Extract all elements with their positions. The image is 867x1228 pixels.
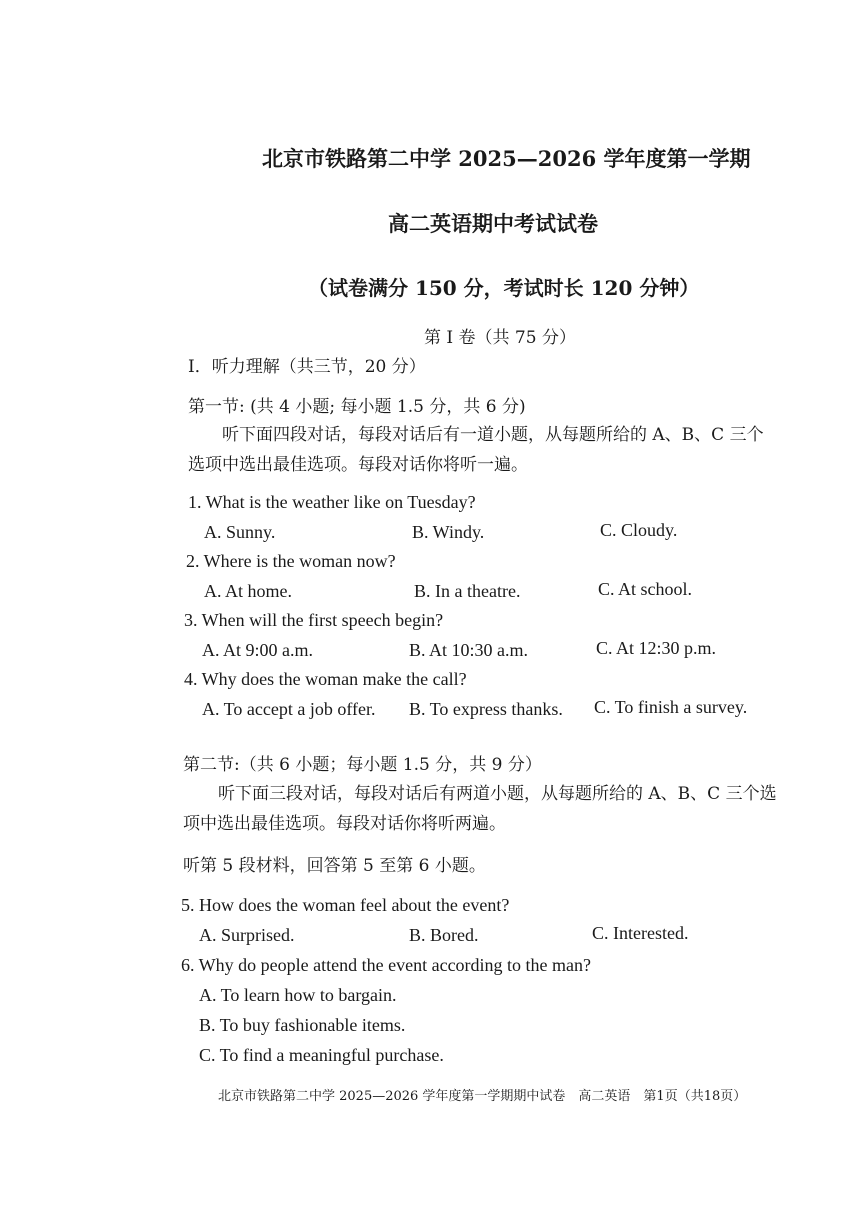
section2-instruction: 听下面三段对话，每段对话后有两道小题，从每题所给的 A、B、C 三个选 xyxy=(218,784,777,804)
exam-subject-title: 高二英语期中考试试卷 xyxy=(388,211,598,236)
question-stem: 6. Why do people attend the event according to the man? xyxy=(181,955,592,975)
option-c: C. At school. xyxy=(598,579,693,599)
option-c: C. To finish a survey. xyxy=(594,697,748,717)
option-a: A. At 9:00 a.m. xyxy=(202,640,313,660)
page-footer: 北京市铁路第二中学 2025—2026 学年度第一学期期中试卷 高二英语 第1页（共18页） xyxy=(218,1089,747,1104)
section2-instruction-cont: 项中选出最佳选项。每段对话你将听两遍。 xyxy=(183,814,506,834)
option-c: C. To find a meaningful purchase. xyxy=(199,1045,444,1065)
part1-heading: I．听力理解（共三节，20 分） xyxy=(188,357,426,377)
option-b: B. Bored. xyxy=(409,925,479,945)
question-stem: 4. Why does the woman make the call? xyxy=(184,669,467,689)
exam-score-time: （试卷满分 150 分，考试时长 120 分钟） xyxy=(308,276,700,300)
question-stem: 3. When will the first speech begin? xyxy=(184,610,444,630)
option-c: C. At 12:30 p.m. xyxy=(596,638,717,658)
option-b: B. To express thanks. xyxy=(409,699,563,719)
section1-heading: 第一节: (共 4 小题; 每小题 1.5 分，共 6 分) xyxy=(188,397,526,417)
option-b: B. To buy fashionable items. xyxy=(199,1015,406,1035)
section1-instruction: 听下面四段对话，每段对话后有一道小题，从每题所给的 A、B、C 三个 xyxy=(222,425,764,445)
option-b: B. In a theatre. xyxy=(414,581,521,601)
option-a: A. To accept a job offer. xyxy=(202,699,376,719)
volume-heading: 第 I 卷（共 75 分） xyxy=(424,328,576,348)
option-a: A. At home. xyxy=(204,581,292,601)
option-c: C. Interested. xyxy=(592,923,689,943)
option-a: A. To learn how to bargain. xyxy=(199,985,397,1005)
question-stem: 1. What is the weather like on Tuesday? xyxy=(188,492,476,512)
option-a: A. Surprised. xyxy=(199,925,295,945)
exam-title: 北京市铁路第二中学 2025—2026 学年度第一学期 xyxy=(262,146,751,171)
option-b: B. Windy. xyxy=(412,522,485,542)
option-a: A. Sunny. xyxy=(204,522,276,542)
question-stem: 2. Where is the woman now? xyxy=(186,551,396,571)
option-c: C. Cloudy. xyxy=(600,520,678,540)
material-note: 听第 5 段材料，回答第 5 至第 6 小题。 xyxy=(183,856,486,876)
question-stem: 5. How does the woman feel about the event? xyxy=(181,895,510,915)
option-b: B. At 10:30 a.m. xyxy=(409,640,529,660)
section2-heading: 第二节:（共 6 小题；每小题 1.5 分，共 9 分） xyxy=(183,755,542,775)
section1-instruction-cont: 选项中选出最佳选项。每段对话你将听一遍。 xyxy=(188,455,528,475)
